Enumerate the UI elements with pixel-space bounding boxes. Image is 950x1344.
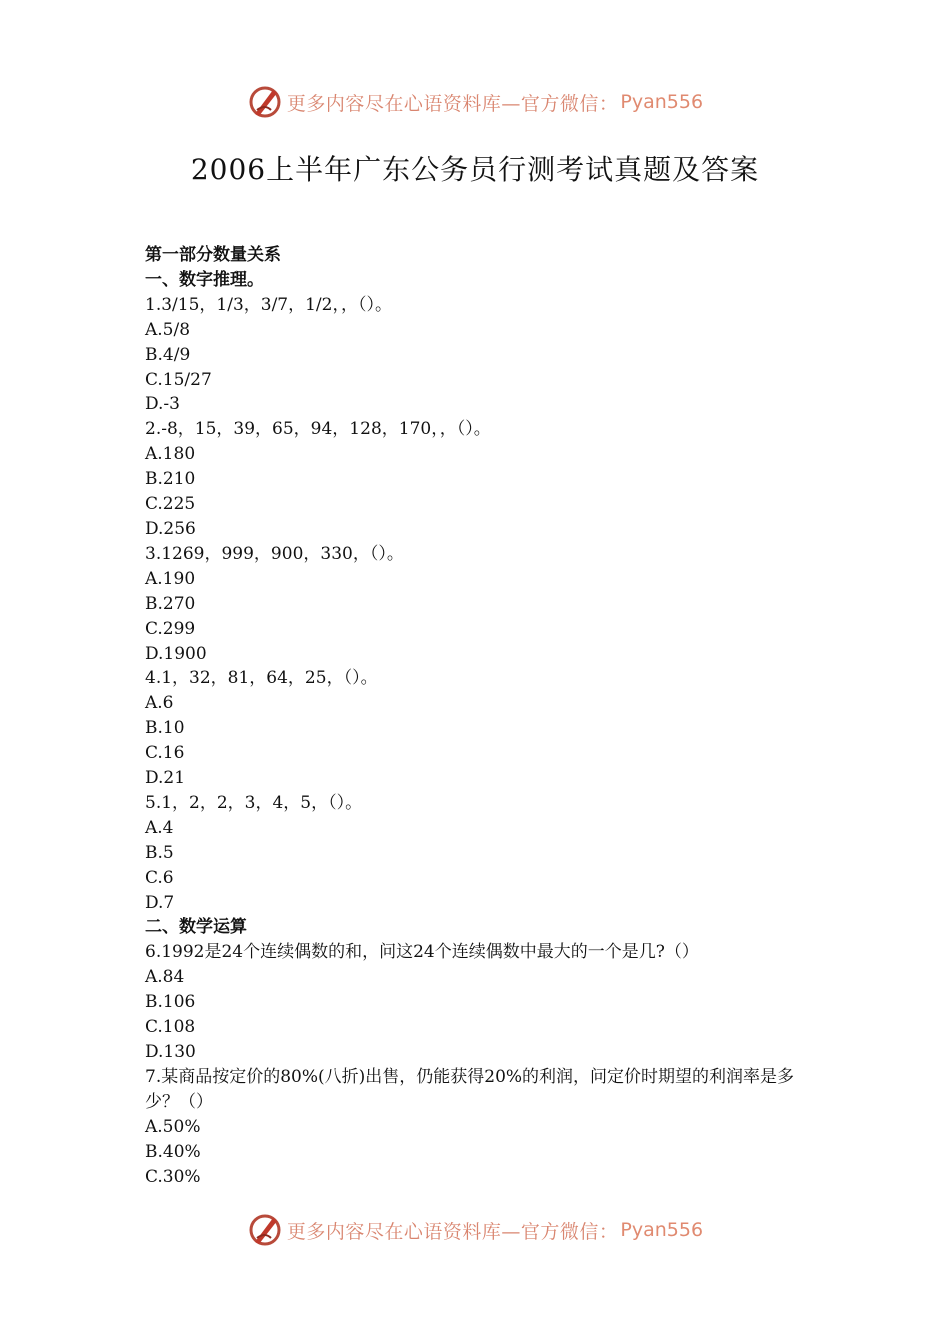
text-line: C.6 — [145, 867, 174, 888]
section-heading: 二、数学运算 — [145, 917, 247, 938]
text-line: A.50% — [145, 1116, 201, 1137]
text-line: 2.-8，15，39，65，94，128，170，，（）。 — [145, 419, 491, 440]
footer-banner-id: Pyan556 — [620, 1219, 704, 1241]
section-heading: 第一部分数量关系 — [145, 245, 281, 265]
text-line: C.108 — [145, 1017, 196, 1038]
footer-banner-text: 更多内容尽在心语资料库—官方微信： — [286, 1220, 619, 1243]
text-line: 5.1，2，2，3，4，5，（）。 — [145, 792, 363, 813]
text-line: B.5 — [145, 842, 174, 863]
text-line: 1.3/15，1/3，3/7，1/2，，（）。 — [145, 294, 392, 315]
header-banner — [0, 82, 950, 122]
text-line: A.180 — [145, 444, 196, 465]
section-heading: 一、数字推理。 — [145, 269, 264, 290]
text-line: B.270 — [145, 593, 196, 614]
header-banner-id: Pyan556 — [620, 91, 704, 113]
pen-logo-icon — [247, 1212, 283, 1248]
text-line: A.4 — [145, 817, 174, 838]
text-line: A.6 — [145, 693, 174, 714]
text-line: 7.某商品按定价的80%(八折)出售，仍能获得20%的利润，问定价时期望的利润率是多少？（） — [145, 1066, 795, 1112]
text-line: D.-3 — [145, 394, 180, 415]
text-line: C.30% — [145, 1166, 201, 1187]
text-line: C.225 — [145, 494, 196, 515]
text-line: B.210 — [145, 469, 196, 490]
text-line: A.84 — [145, 967, 185, 988]
text-line: B.106 — [145, 992, 196, 1013]
header-banner-text: 更多内容尽在心语资料库—官方微信： — [286, 92, 619, 115]
text-line: D.130 — [145, 1042, 196, 1062]
text-line: C.15/27 — [145, 369, 212, 390]
text-line: D.1900 — [145, 643, 207, 664]
text-line: C.299 — [145, 618, 196, 639]
text-line: 3.1269，999，900，330，（）。 — [145, 543, 404, 564]
text-line: C.16 — [145, 743, 185, 764]
text-line: A.190 — [145, 568, 196, 589]
text-line: D.21 — [145, 768, 186, 789]
text-line: D.7 — [145, 892, 175, 913]
document-body — [145, 243, 825, 1189]
text-line: D.256 — [145, 518, 196, 539]
footer-banner — [0, 1210, 950, 1250]
text-line: 6.1992是24个连续偶数的和，问这24个连续偶数中最大的一个是几?（） — [145, 942, 699, 963]
text-line: A.5/8 — [145, 319, 191, 340]
pen-logo-icon — [247, 84, 283, 120]
text-line: B.10 — [145, 718, 185, 739]
document-title: 2006上半年广东公务员行测考试真题及答案 — [190, 153, 760, 186]
text-line: B.4/9 — [145, 344, 191, 365]
text-line: 4.1，32，81，64，25，（）。 — [145, 668, 378, 689]
text-line: B.40% — [145, 1141, 201, 1162]
